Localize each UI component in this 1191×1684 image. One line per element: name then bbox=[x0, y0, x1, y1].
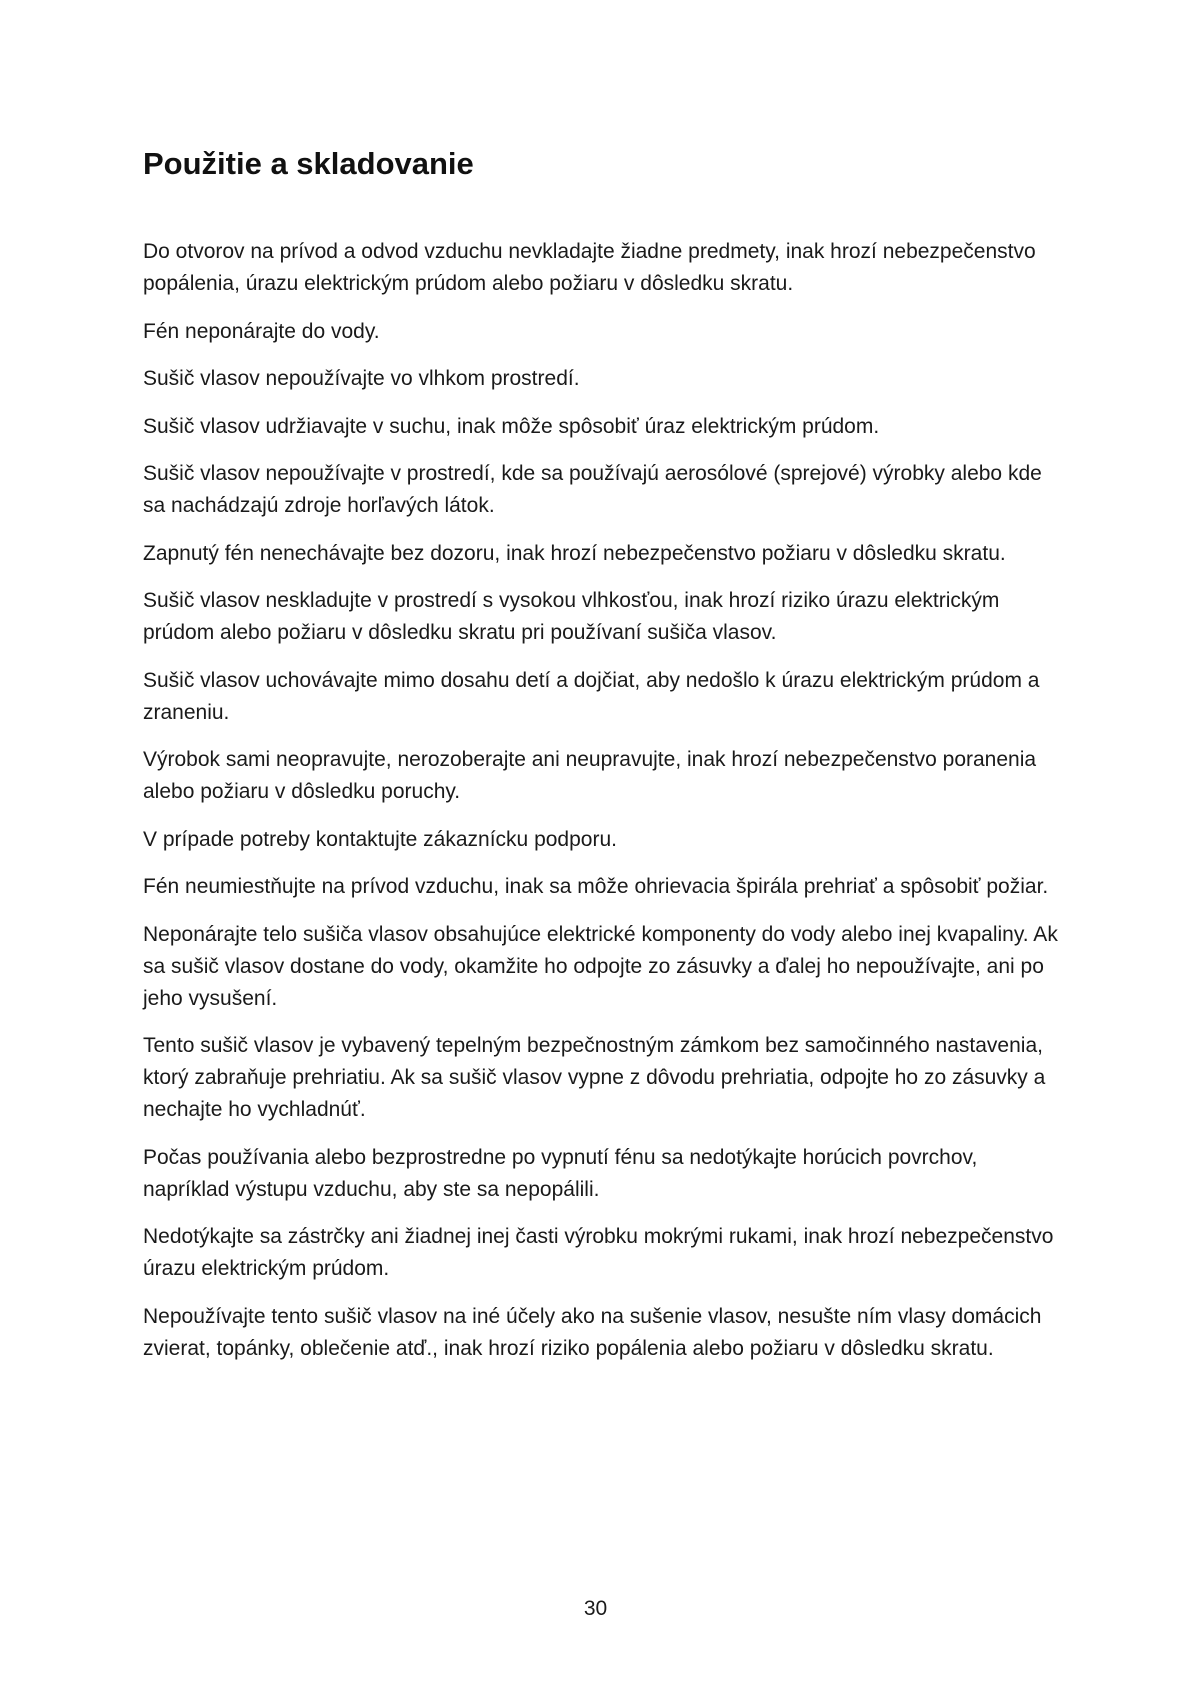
paragraph: Do otvorov na prívod a odvod vzduchu nevkladajte žiadne predmety, inak hrozí nebezpečenstvo popálenia, úrazu elektrickým prúdom alebo požiaru v dôsledku skratu. bbox=[143, 240, 1036, 295]
paragraph: Sušič vlasov udržiavajte v suchu, inak môže spôsobiť úraz elektrickým prúdom. bbox=[143, 414, 880, 438]
paragraph: Tento sušič vlasov je vybavený tepelným bezpečnostným zámkom bez samočinného nastavenia, ktorý zabraňuje prehriatiu. Ak sa sušič vlasov vypne z dôvodu prehriatia, odpojte ho zo zásuvky a nechajte ho vychladnúť. bbox=[143, 1034, 1046, 1121]
paragraph: Sušič vlasov nepoužívajte vo vlhkom prostredí. bbox=[143, 367, 580, 390]
paragraph: V prípade potreby kontaktujte zákaznícku podporu. bbox=[143, 827, 617, 851]
paragraph: Výrobok sami neopravujte, nerozoberajte ani neupravujte, inak hrozí nebezpečenstvo poranenia alebo požiaru v dôsledku poruchy. bbox=[143, 748, 1037, 803]
page-number: 30 bbox=[583, 1597, 608, 1620]
paragraph: Fén neponárajte do vody. bbox=[143, 319, 380, 343]
paragraph: Počas používania alebo bezprostredne po vypnutí fénu sa nedotýkajte horúcich povrchov, napríklad výstupu vzduchu, aby ste sa nepopálili. bbox=[143, 1145, 978, 1201]
paragraph: Sušič vlasov nepoužívajte v prostredí, kde sa používajú aerosólové (sprejové) výrobky alebo kde sa nachádzajú zdroje horľavých látok. bbox=[143, 462, 1042, 517]
paragraph: Nedotýkajte sa zástrčky ani žiadnej inej časti výrobku mokrými rukami, inak hrozí nebezpečenstvo úrazu elektrickým prúdom. bbox=[143, 1225, 1054, 1280]
paragraph: Zapnutý fén nenechávajte bez dozoru, inak hrozí nebezpečenstvo požiaru v dôsledku skratu. bbox=[143, 541, 1006, 565]
paragraph: Neponárajte telo sušiča vlasov obsahujúce elektrické komponenty do vody alebo inej kvapaliny. Ak sa sušič vlasov dostane do vody, okamžite ho odpojte zo zásuvky a ďalej ho nepoužívajte, ani po jeho vysušení. bbox=[143, 922, 1058, 1010]
paragraph: Sušič vlasov uchovávajte mimo dosahu detí a dojčiat, aby nedošlo k úrazu elektrickým prúdom a zraneniu. bbox=[143, 668, 1040, 724]
paragraph: Sušič vlasov neskladujte v prostredí s vysokou vlhkosťou, inak hrozí riziko úrazu elektrickým prúdom alebo požiaru v dôsledku skratu pri používaní sušiča vlasov. bbox=[143, 589, 1000, 644]
page-title: Použitie a skladovanie bbox=[143, 146, 474, 181]
paragraph: Nepoužívajte tento sušič vlasov na iné účely ako na sušenie vlasov, nesušte ním vlasy domácich zvierat, topánky, oblečenie atď., inak hrozí riziko popálenia alebo požiaru v dôsledku skratu. bbox=[143, 1304, 1042, 1360]
paragraph: Fén neumiestňujte na prívod vzduchu, inak sa môže ohrievacia špirála prehriať a spôsobiť požiar. bbox=[143, 875, 1049, 898]
body-text bbox=[143, 236, 1063, 1380]
